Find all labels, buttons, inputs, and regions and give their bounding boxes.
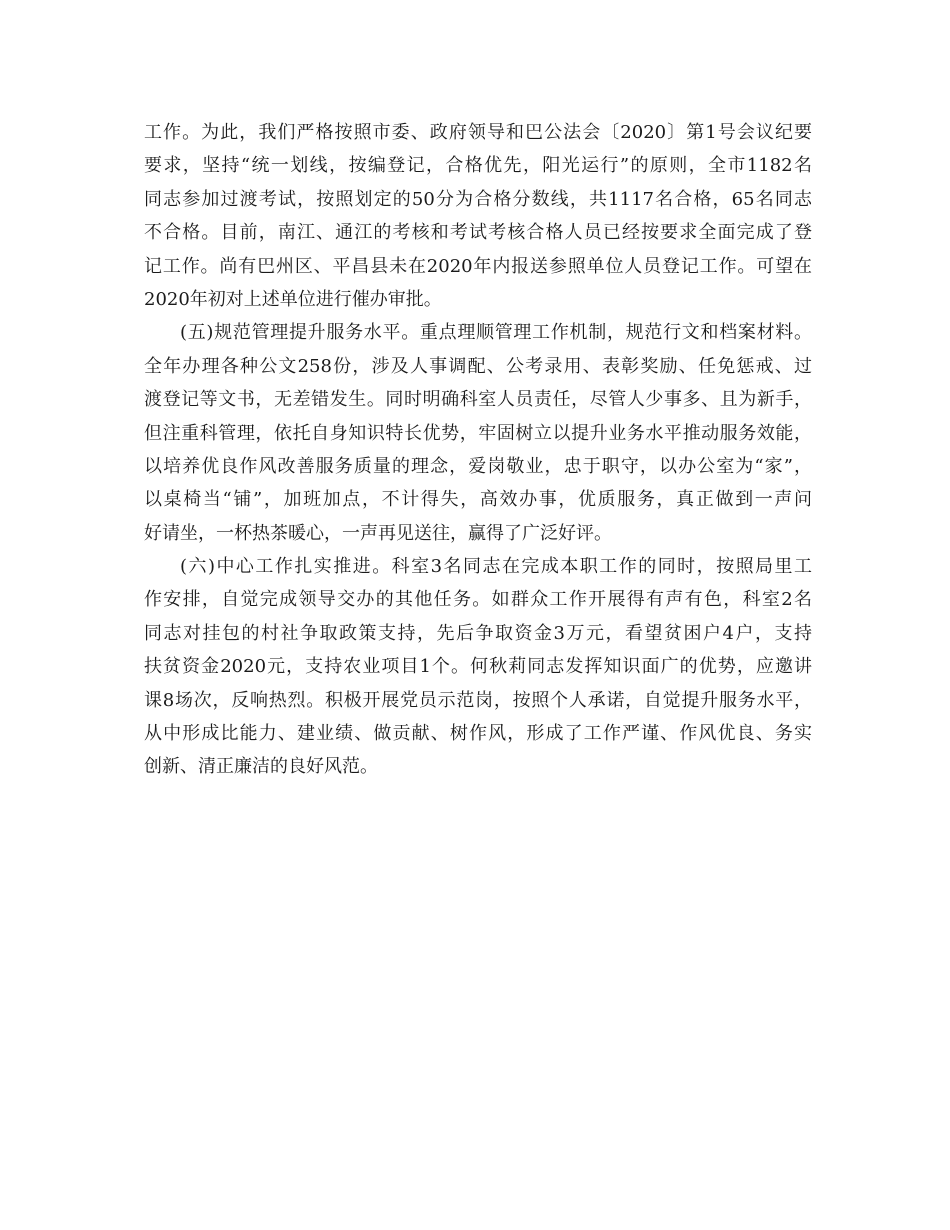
text-line: 创新、清正廉洁的良好风范。 — [144, 756, 378, 778]
text-line: 课8场次，反响热烈。积极开展党员示范岗，按照个人承诺，自觉提升服务水平， — [144, 689, 812, 711]
text-line: 但注重科管理，依托自身知识特长优势，牢固树立以提升业务水平推动服务效能， — [144, 422, 812, 444]
text-line: 扶贫资金2020元，支持农业项目1个。何秋莉同志发挥知识面广的优势，应邀讲 — [144, 656, 812, 678]
text-line: 以桌椅当“铺”，加班加点，不计得失，高效办事，优质服务，真正做到一声问 — [144, 489, 812, 511]
text-line: 同志参加过渡考试，按照划定的50分为合格分数线，共1117名合格，65名同志 — [144, 188, 812, 210]
text-line: (五)规范管理提升服务水平。重点理顺管理工作机制，规范行文和档案材料。 — [180, 322, 812, 344]
text-line: 不合格。目前，南江、通江的考核和考试考核合格人员已经按要求全面完成了登 — [144, 222, 812, 244]
text-line: (六)中心工作扎实推进。科室3名同志在完成本职工作的同时，按照局里工 — [180, 556, 812, 578]
text-line: 工作。为此，我们严格按照市委、政府领导和巴公法会〔2020〕第1号会议纪要 — [144, 122, 812, 143]
paragraph-registration — [144, 116, 812, 316]
text-line: 好请坐，一杯热茶暖心，一声再见送往，赢得了广泛好评。 — [144, 522, 612, 544]
text-line: 记工作。尚有巴州区、平昌县未在2020年内报送参照单位人员登记工作。可望在 — [144, 255, 812, 277]
text-line: 同志对挂包的村社争取政策支持，先后争取资金3万元，看望贫困户4户，支持 — [144, 622, 812, 644]
paragraph-section-6 — [144, 550, 812, 784]
text-line: 要求，坚持“统一划线，按编登记，合格优先，阳光运行”的原则，全市1182名 — [144, 155, 812, 177]
text-line: 渡登记等文书，无差错发生。同时明确科室人员责任，尽管人少事多、且为新手， — [144, 389, 812, 411]
text-line: 全年办理各种公文258份，涉及人事调配、公考录用、表彰奖励、任免惩戒、过 — [144, 355, 812, 377]
text-line: 以培养优良作风改善服务质量的理念，爱岗敬业，忠于职守，以办公室为“家”， — [144, 455, 812, 477]
paragraph-section-5 — [144, 316, 812, 550]
document-page — [144, 116, 812, 784]
text-line: 从中形成比能力、建业绩、做贡献、树作风，形成了工作严谨、作风优良、务实 — [144, 723, 812, 745]
text-line: 2020年初对上述单位进行催办审批。 — [144, 288, 442, 310]
text-line: 作安排，自觉完成领导交办的其他任务。如群众工作开展得有声有色，科室2名 — [144, 589, 812, 611]
